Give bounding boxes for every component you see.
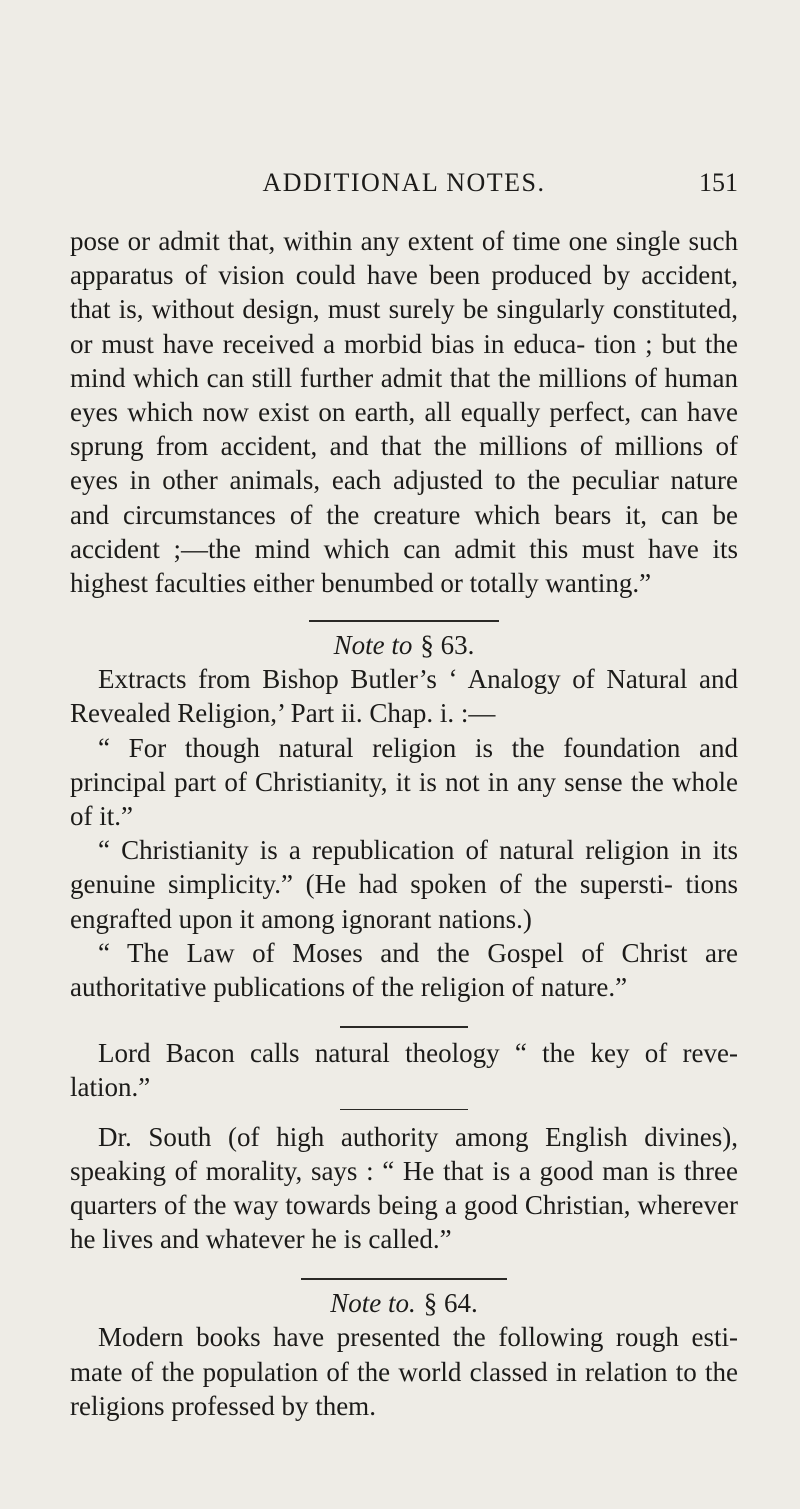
paragraph-eye-design: pose or admit that, within any extent of time one single such apparatus of vision could have been produced by accident, that is, without design, must surely be singularly constituted, or must have received a morbid bias in educa- tion ; but the mind which can still further admit that the millions of human eyes which now exist on earth, all equally perfect, can have sprung from accident, and that the millions of millions of eyes in other animals, each adjusted to the peculiar nature and circumstances of the creature which bears it, can be accident ;—the mind which can admit this must have its highest faculties either benumbed or totally wanting.”: [70, 226, 738, 599]
section-divider: [340, 1026, 468, 1028]
note-section-number: § 63.: [420, 630, 475, 661]
paragraph-lord-bacon: Lord Bacon calls natural theology “ the key of reve- lation.”: [70, 1038, 738, 1103]
section-divider: [309, 620, 499, 622]
note-section-number: § 64.: [423, 1288, 478, 1319]
page-number: 151: [699, 168, 738, 197]
running-head: ADDITIONAL NOTES.: [262, 168, 546, 197]
paragraph-quote-natural-religion: “ For though natural religion is the foundation and principal part of Christianity, it is not in any sense the whole of it.”: [70, 732, 738, 832]
note-heading-64: [70, 1286, 738, 1320]
section-divider: [301, 1278, 507, 1280]
paragraph-dr-south: Dr. South (of high authority among English divines), speaking of morality, says : “ He that is a good man is three quarters of the way towards being a good Christian, wherever he lives and whatever he is called.”: [70, 1121, 738, 1255]
note-heading-63: [70, 628, 738, 662]
note-label: Note to: [333, 630, 413, 661]
page-header: [70, 168, 738, 202]
paragraph-population-estimate: Modern books have presented the following rough esti- mate of the population of the world classed in relation to the religions professed by them.: [70, 1322, 738, 1421]
body-text: [70, 224, 738, 1423]
note-label: Note to.: [330, 1288, 416, 1319]
paragraph-quote-law-of-moses: “ The Law of Moses and the Gospel of Christ are authoritative publications of the religion of nature.”: [70, 937, 738, 1003]
section-divider: [340, 1109, 468, 1110]
paragraph-quote-republication: “ Christianity is a republication of natural religion in its genuine simplicity.” (He had spoken of the supersti- tions engrafted upon it among ignorant nations.): [70, 835, 738, 934]
paragraph-butler-extracts: Extracts from Bishop Butler’s ‘ Analogy of Natural and Revealed Religion,’ Part ii. Chap. i. :—: [70, 664, 738, 729]
